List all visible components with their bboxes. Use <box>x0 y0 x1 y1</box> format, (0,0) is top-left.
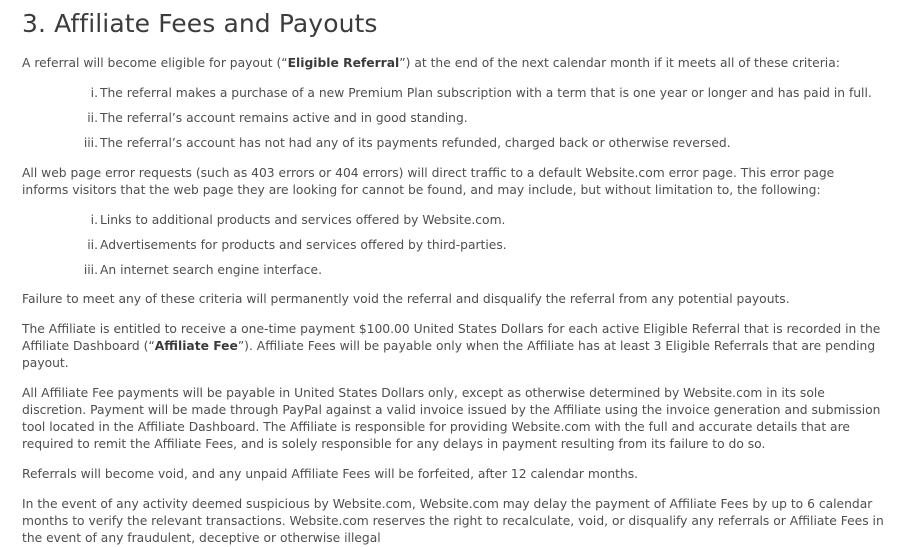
list-marker: iii. <box>83 262 98 277</box>
page-title: 3. Affiliate Fees and Payouts <box>22 9 378 38</box>
list-marker: i. <box>90 85 98 100</box>
affiliate-fee-text-after: ”). Affiliate Fees will be payable only when the Affiliate has at least 3 Eligible Referrals that are pending payout. <box>22 339 876 371</box>
list-item-text: An internet search engine interface. <box>100 262 322 277</box>
list-item-text: The referral’s account remains active and in good standing. <box>100 110 468 125</box>
error-page-list <box>22 212 884 279</box>
intro-text-before: A referral will become eligible for payout (“ <box>22 55 288 70</box>
criteria-list <box>22 85 884 152</box>
list-item <box>22 135 884 152</box>
affiliate-fee-term: Affiliate Fee <box>154 339 238 354</box>
list-item <box>22 212 884 229</box>
intro-paragraph <box>22 55 884 72</box>
list-marker: ii. <box>87 237 98 252</box>
intro-term-eligible-referral: Eligible Referral <box>287 55 400 70</box>
list-marker: ii. <box>87 110 98 125</box>
intro-text-after: ”) at the end of the next calendar month if it meets all of these criteria: <box>399 55 840 70</box>
list-item <box>22 110 884 127</box>
void-paragraph: Referrals will become void, and any unpaid Affiliate Fees will be forfeited, after 12 calendar months. <box>22 467 639 482</box>
payment-paragraph: All Affiliate Fee payments will be payable in United States Dollars only, except as otherwise determined by Website.com in its sole discretion. Payment will be made through PayPal against a valid invoice issued by the Affiliate using the invoice generation and submission tool located in the Affiliate Dashboard. The Affiliate is responsible for providing Website.com with the full and accurate details that are required to remit the Affiliate Fees, and is solely responsible for any delays in payment resulting from its failure to do so. <box>22 386 881 452</box>
list-item-text: The referral makes a purchase of a new Premium Plan subscription with a term that is one year or longer and has paid in full. <box>100 85 872 100</box>
affiliate-fee-paragraph <box>22 321 884 372</box>
list-item <box>22 237 884 254</box>
suspicious-activity-paragraph: In the event of any activity deemed suspicious by Website.com, Website.com may delay the payment of Affiliate Fees by up to 6 calendar months to verify the relevant transactions. Website.com reserves the right to recalculate, void, or disqualify any referrals or Affiliate Fees in the event of any fraudulent, deceptive or otherwise illegal <box>22 497 884 546</box>
list-item-text: The referral’s account has not had any of its payments refunded, charged back or otherwise reversed. <box>100 135 731 150</box>
list-item <box>22 262 884 279</box>
list-marker: i. <box>90 212 98 227</box>
list-item <box>22 85 884 102</box>
failure-paragraph: Failure to meet any of these criteria will permanently void the referral and disqualify the referral from any potential payouts. <box>22 292 790 307</box>
list-item-text: Links to additional products and services offered by Website.com. <box>100 212 506 227</box>
error-page-paragraph: All web page error requests (such as 403 errors or 404 errors) will direct traffic to a default Website.com error page. This error page informs visitors that the web page they are looking for cannot be found, and may include, but without limitation to, the following: <box>22 165 835 197</box>
list-item-text: Advertisements for products and services offered by third-parties. <box>100 237 507 252</box>
affiliate-fee-text-before: The Affiliate is entitled to receive a one-time payment $100.00 United States Dollars for each active Eligible Referral that is recorded in the Affiliate Dashboard (“ <box>22 322 881 354</box>
list-marker: iii. <box>83 135 98 150</box>
